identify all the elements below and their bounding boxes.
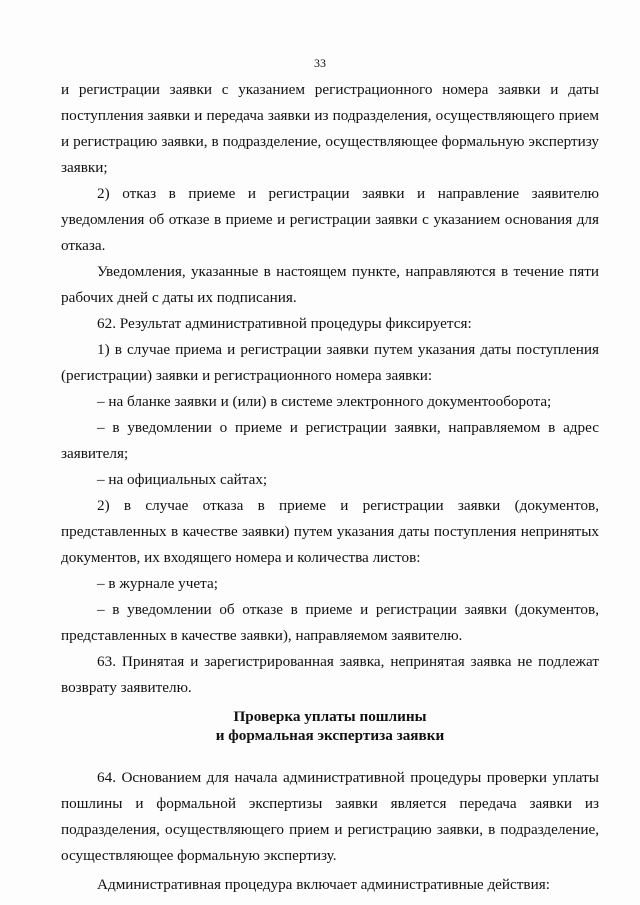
paragraph-62-item-2: 2) в случае отказа в приеме и регистрации заявки (документов, представленных в качестве заявки) путем указания даты поступления непринятых документов, их входящего номера и количества листов: [61,497,599,566]
paragraph-62-item-1: 1) в случае приема и регистрации заявки путем указания даты поступления (регистрации) заявки и регистрационного номера заявки: [61,341,599,384]
paragraph-62: 62. Результат административной процедуры фиксируется: [97,315,472,332]
document-body [61,77,599,898]
list-item-blank: – на бланке заявки и (или) в системе электронного документооборота; [97,393,552,410]
paragraph-continuation: и регистрации заявки с указанием регистрационного номера заявки и даты поступления заявки и передача заявки из подразделения, осуществляющего прием и регистрацию заявки, в подразделение, осуществляющее формальную экспертизу заявки; [61,81,599,176]
paragraph-notifications: Уведомления, указанные в настоящем пункте, направляются в течение пяти рабочих дней с даты их подписания. [61,263,599,306]
paragraph-refusal: 2) отказ в приеме и регистрации заявки и направление заявителю уведомления об отказе в приеме и регистрации заявки с указанием основания для отказа. [61,185,599,254]
page-number: 33 [314,56,326,70]
list-item-journal: – в журнале учета; [97,575,218,592]
section-heading [61,707,599,745]
section-heading-line-1: Проверка уплаты пошлины [233,708,427,725]
paragraph-64: 64. Основанием для начала административной процедуры проверки уплаты пошлины и формальной экспертизы заявки является передача заявки из подразделения, осуществляющего прием и регистрацию заявки, в подразделение, осуществляющее формальную экспертизу. [61,769,599,864]
paragraph-63: 63. Принятая и зарегистрированная заявка, непринятая заявка не подлежат возврату заявителю. [61,653,599,696]
section-heading-line-2: и формальная экспертиза заявки [215,727,445,744]
paragraph-procedure-actions: Административная процедура включает административные действия: [97,876,550,893]
list-item-notification: – в уведомлении о приеме и регистрации заявки, направляемом в адрес заявителя; [61,419,599,462]
list-item-refusal-notification: – в уведомлении об отказе в приеме и регистрации заявки (документов, представленных в качестве заявки), направляемом заявителю. [61,601,599,644]
list-item-websites: – на официальных сайтах; [97,471,268,488]
